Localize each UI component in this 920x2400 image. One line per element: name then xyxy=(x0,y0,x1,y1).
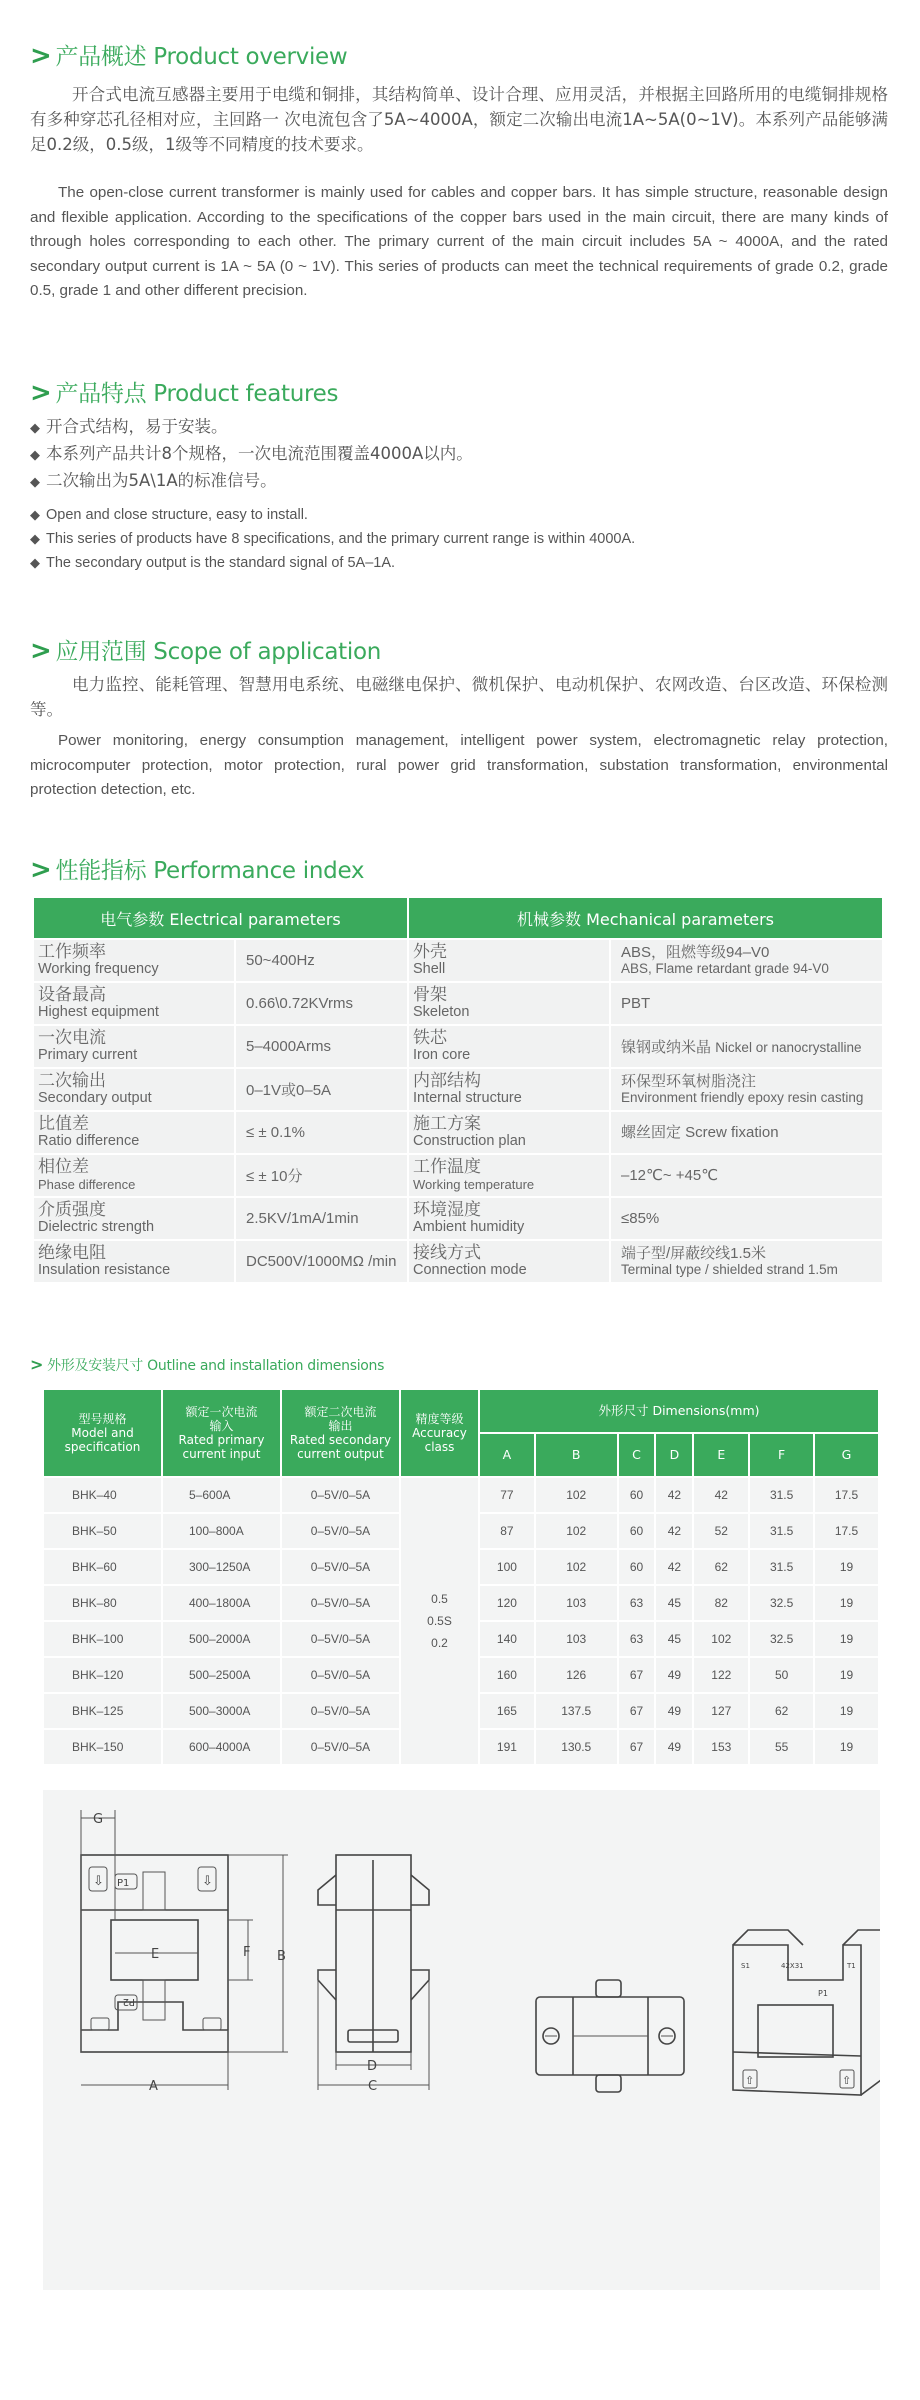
mechanical-value: –12℃~ +45℃ xyxy=(621,1166,719,1184)
feature-text: 二次输出为5A\1A的标准信号。 xyxy=(46,471,277,490)
dimension-row xyxy=(44,1478,878,1512)
electrical-header: 电气参数 Electrical parameters xyxy=(34,898,407,938)
secondary-output-cell: 0–5V/0–5A xyxy=(282,1622,399,1656)
diamond-bullet-icon: ◆ xyxy=(30,448,40,463)
mechanical-param-value xyxy=(611,1155,882,1196)
secondary-output-cell: 0–5V/0–5A xyxy=(282,1694,399,1728)
mechanical-param-label: 内部结构 Internal structure xyxy=(409,1069,609,1110)
feature-text: The secondary output is the standard signal of 5A–1A. xyxy=(46,555,396,571)
mechanical-param-value xyxy=(611,940,882,981)
mechanical-param-label: 外壳 Shell xyxy=(409,940,609,981)
dimension-value-cell: 153 xyxy=(694,1730,748,1764)
electrical-param-value: DC500V/1000MΩ /min xyxy=(236,1241,407,1282)
dimension-value-cell: 19 xyxy=(815,1730,878,1764)
mechanical-param-label: 施工方案 Construction plan xyxy=(409,1112,609,1153)
electrical-param-value: 0.66\0.72KVrms xyxy=(236,983,407,1024)
chevron-right-icon: > xyxy=(30,855,52,885)
dim-label-e: E xyxy=(151,1947,160,1962)
mechanical-param-label: 接线方式 Connection mode xyxy=(409,1241,609,1282)
section-title-performance xyxy=(30,852,364,885)
dimension-value-cell: 130.5 xyxy=(536,1730,617,1764)
arrow-down-icon: ⇩ xyxy=(93,1874,104,1889)
dimension-value-cell: 103 xyxy=(536,1586,617,1620)
dimension-value-cell: 137.5 xyxy=(536,1694,617,1728)
top-view-drawing xyxy=(536,1980,684,2092)
dim-label-c: C xyxy=(368,2079,378,2094)
model-cell: BHK–100 xyxy=(44,1622,161,1656)
header-dim-d: D xyxy=(656,1434,692,1476)
chevron-right-icon: > xyxy=(30,1355,44,1374)
mechanical-param-label: 环境湿度 Ambient humidity xyxy=(409,1198,609,1239)
header-primary: 额定一次电流 输入 Rated primary current input xyxy=(163,1390,280,1476)
dimension-value-cell: 55 xyxy=(750,1730,813,1764)
dimension-value-cell: 60 xyxy=(619,1478,655,1512)
dimension-value-cell: 31.5 xyxy=(750,1550,813,1584)
dimension-value-cell: 62 xyxy=(750,1694,813,1728)
dimension-drawings-svg xyxy=(43,1790,880,2290)
t1-mark: T1 xyxy=(847,1962,856,1970)
electrical-param-label: 绝缘电阻 Insulation resistance xyxy=(34,1241,234,1282)
chevron-right-icon: > xyxy=(30,378,52,408)
dimension-value-cell: 17.5 xyxy=(815,1514,878,1548)
dimension-value-cell: 19 xyxy=(815,1694,878,1728)
primary-current-cell: 600–4000A xyxy=(163,1730,280,1764)
dimension-value-cell: 49 xyxy=(656,1658,692,1692)
mechanical-param-label: 铁芯 Iron core xyxy=(409,1026,609,1067)
dimension-value-cell: 19 xyxy=(815,1658,878,1692)
section-title-text: 外形及安装尺寸 Outline and installation dimensions xyxy=(47,1358,385,1374)
dimension-value-cell: 31.5 xyxy=(750,1514,813,1548)
dim-label-g: G xyxy=(93,1812,104,1827)
section-title-text: 产品特点 Product features xyxy=(55,381,339,407)
secondary-output-cell: 0–5V/0–5A xyxy=(282,1730,399,1764)
mechanical-param-value xyxy=(611,1112,882,1153)
application-paragraph-en: Power monitoring, energy consumption management, intelligent power system, electromagnetic relay protection, microcomputer protection, motor protection, rural power grid transformation, substation transformation, environmental protection detection, etc. xyxy=(30,732,888,798)
mechanical-value: ABS，阻燃等级94–V0 xyxy=(621,943,770,961)
dimension-value-cell: 77 xyxy=(480,1478,534,1512)
mechanical-value: 螺丝固定 Screw fixation xyxy=(621,1123,779,1141)
dimension-value-cell: 191 xyxy=(480,1730,534,1764)
dimension-value-cell: 19 xyxy=(815,1622,878,1656)
header-dim-b: B xyxy=(536,1434,617,1476)
electrical-param-label: 工作频率 Working frequency xyxy=(34,940,234,981)
dim-label-b: B xyxy=(277,1949,286,1964)
feature-item xyxy=(30,527,635,551)
model-cell: BHK–40 xyxy=(44,1478,161,1512)
section-title-text: 应用范围 Scope of application xyxy=(55,639,382,665)
feature-item xyxy=(30,551,635,575)
header-dim-a: A xyxy=(480,1434,534,1476)
s1-mark: S1 xyxy=(741,1962,750,1970)
electrical-param-label: 比值差 Ratio difference xyxy=(34,1112,234,1153)
dimension-value-cell: 122 xyxy=(694,1658,748,1692)
mechanical-param-label: 工作温度 Working temperature xyxy=(409,1155,609,1196)
mechanical-header: 机械参数 Mechanical parameters xyxy=(409,898,882,938)
model-cell: BHK–150 xyxy=(44,1730,161,1764)
section-title-overview xyxy=(30,38,347,71)
feature-text: 开合式结构，易于安装。 xyxy=(46,417,228,436)
accuracy-cell: 0.5 0.5S 0.2 xyxy=(401,1478,478,1764)
performance-row xyxy=(34,1026,882,1067)
dimension-value-cell: 31.5 xyxy=(750,1478,813,1512)
dimension-value-cell: 19 xyxy=(815,1586,878,1620)
performance-row xyxy=(34,940,882,981)
header-dim-f: F xyxy=(750,1434,813,1476)
mechanical-value: 环保型环氧树脂浇注 xyxy=(621,1072,757,1090)
chevron-right-icon: > xyxy=(30,41,52,71)
performance-row xyxy=(34,1112,882,1153)
mechanical-param-value xyxy=(611,1026,882,1067)
diamond-bullet-icon: ◆ xyxy=(30,531,40,546)
dimension-value-cell: 63 xyxy=(619,1586,655,1620)
arrow-down-icon: ⇩ xyxy=(202,1874,213,1889)
feature-item xyxy=(30,441,473,468)
diamond-bullet-icon: ◆ xyxy=(30,421,40,436)
primary-current-cell: 300–1250A xyxy=(163,1550,280,1584)
performance-row xyxy=(34,983,882,1024)
performance-row xyxy=(34,1069,882,1110)
section-title-text: 产品概述 Product overview xyxy=(55,44,348,70)
dimension-value-cell: 165 xyxy=(480,1694,534,1728)
secondary-output-cell: 0–5V/0–5A xyxy=(282,1658,399,1692)
dimension-value-cell: 102 xyxy=(536,1478,617,1512)
electrical-param-label: 一次电流 Primary current xyxy=(34,1026,234,1067)
dimension-value-cell: 19 xyxy=(815,1550,878,1584)
primary-current-cell: 400–1800A xyxy=(163,1586,280,1620)
dimension-value-cell: 32.5 xyxy=(750,1586,813,1620)
model-cell: BHK–125 xyxy=(44,1694,161,1728)
primary-current-cell: 5–600A xyxy=(163,1478,280,1512)
mechanical-param-value xyxy=(611,1198,882,1239)
dimension-value-cell: 52 xyxy=(694,1514,748,1548)
p1-mark: P1 xyxy=(117,1878,130,1889)
electrical-param-label: 二次输出 Secondary output xyxy=(34,1069,234,1110)
model-code-mark: 42X31 xyxy=(781,1962,804,1970)
dimension-value-cell: 126 xyxy=(536,1658,617,1692)
primary-current-cell: 500–2000A xyxy=(163,1622,280,1656)
electrical-param-label: 介质强度 Dielectric strength xyxy=(34,1198,234,1239)
header-dim-e: E xyxy=(694,1434,748,1476)
dimension-value-cell: 32.5 xyxy=(750,1622,813,1656)
dimensions-table xyxy=(42,1388,880,1766)
dimension-value-cell: 42 xyxy=(656,1478,692,1512)
dimension-value-cell: 120 xyxy=(480,1586,534,1620)
dimension-value-cell: 49 xyxy=(656,1730,692,1764)
dimension-value-cell: 42 xyxy=(694,1478,748,1512)
front-view-drawing xyxy=(81,1810,288,2094)
dimension-value-cell: 140 xyxy=(480,1622,534,1656)
dimension-value-cell: 42 xyxy=(656,1514,692,1548)
dimension-value-cell: 45 xyxy=(656,1586,692,1620)
model-cell: BHK–80 xyxy=(44,1586,161,1620)
header-accuracy: 精度等级 Accuracy class xyxy=(401,1390,478,1476)
primary-current-cell: 500–2500A xyxy=(163,1658,280,1692)
section-title-dimensions xyxy=(30,1355,384,1375)
secondary-output-cell: 0–5V/0–5A xyxy=(282,1478,399,1512)
dimension-value-cell: 17.5 xyxy=(815,1478,878,1512)
overview-paragraph-cn: 开合式电流互感器主要用于电缆和铜排，其结构简单、设计合理、应用灵活，并根据主回路所用的电缆铜排规格有多种穿芯孔径相对应，主回路一 次电流包含了5A~4000A，额定二次输出电流1A~5A(0~1V)。本系列产品能够满足0.2级，0.5级，1级等不同精度的技术要求。 xyxy=(30,85,888,154)
outline-drawing xyxy=(43,1790,880,2290)
isometric-view-drawing xyxy=(733,1930,880,2095)
mechanical-param-value xyxy=(611,983,882,1024)
mechanical-value-en: Nickel or nanocrystalline xyxy=(715,1040,862,1055)
electrical-param-value: 50~400Hz xyxy=(236,940,407,981)
features-list-en xyxy=(30,503,635,575)
dimension-value-cell: 160 xyxy=(480,1658,534,1692)
mechanical-value: 端子型/屏蔽绞线1.5米 xyxy=(621,1244,767,1262)
p1-mark: P1 xyxy=(818,1989,828,1998)
dimension-value-cell: 103 xyxy=(536,1622,617,1656)
mechanical-param-value xyxy=(611,1241,882,1282)
dimension-value-cell: 45 xyxy=(656,1622,692,1656)
header-dim-g: G xyxy=(815,1434,878,1476)
electrical-param-label: 相位差 Phase difference xyxy=(34,1155,234,1196)
primary-current-cell: 100–800A xyxy=(163,1514,280,1548)
dimension-value-cell: 82 xyxy=(694,1586,748,1620)
chevron-right-icon: > xyxy=(30,636,52,666)
dimension-value-cell: 100 xyxy=(480,1550,534,1584)
dimension-value-cell: 102 xyxy=(694,1622,748,1656)
mechanical-param-value xyxy=(611,1069,882,1110)
dim-label-f: F xyxy=(243,1945,251,1960)
overview-paragraph-en: The open-close current transformer is mainly used for cables and copper bars. It has simple structure, reasonable design and flexible application. According to the specifications of the copper bars used in the main circuit, there are many kinds of through holes corresponding to each other. The primary current of the main circuit includes 5A ~ 4000A, and the rated secondary output current is 1A ~ 5A (0 ~ 1V). This series of products can meet the technical requirements of grade 0.2, grade 0.5, grade 1 and other different precision. xyxy=(30,184,888,299)
diamond-bullet-icon: ◆ xyxy=(30,475,40,490)
dimension-value-cell: 63 xyxy=(619,1622,655,1656)
mechanical-value-en: Terminal type / shielded strand 1.5m xyxy=(621,1261,838,1277)
diamond-bullet-icon: ◆ xyxy=(30,555,40,570)
application-paragraph-cn: 电力监控、能耗管理、智慧用电系统、电磁继电保护、微机保护、电动机保护、农网改造、台区改造、环保检测等。 xyxy=(30,675,888,719)
side-view-drawing xyxy=(318,1855,429,2094)
dimension-value-cell: 50 xyxy=(750,1658,813,1692)
primary-current-cell: 500–3000A xyxy=(163,1694,280,1728)
dimension-value-cell: 42 xyxy=(656,1550,692,1584)
performance-table xyxy=(32,896,884,1284)
performance-row xyxy=(34,1198,882,1239)
dimension-value-cell: 60 xyxy=(619,1514,655,1548)
electrical-param-value: 0–1V或0–5A xyxy=(236,1069,407,1110)
section-title-text: 性能指标 Performance index xyxy=(55,858,365,884)
p2-mark: P2 xyxy=(122,1996,135,2007)
feature-text: 本系列产品共计8个规格，一次电流范围覆盖4000A以内。 xyxy=(46,444,473,463)
dim-label-d: D xyxy=(367,2059,378,2074)
diamond-bullet-icon: ◆ xyxy=(30,507,40,522)
mechanical-value: ≤85% xyxy=(621,1209,660,1227)
dimension-value-cell: 87 xyxy=(480,1514,534,1548)
feature-item xyxy=(30,468,473,495)
mechanical-value: 镍钢或纳米晶 xyxy=(621,1039,712,1056)
header-secondary: 额定二次电流 输出 Rated secondary current output xyxy=(282,1390,399,1476)
performance-row xyxy=(34,1241,882,1282)
electrical-param-value: 2.5KV/1mA/1min xyxy=(236,1198,407,1239)
feature-text: Open and close structure, easy to install. xyxy=(46,507,308,523)
section-title-application xyxy=(30,633,381,666)
mechanical-param-label: 骨架 Skeleton xyxy=(409,983,609,1024)
arrow-up-icon: ⇧ xyxy=(745,2074,755,2087)
header-model: 型号规格 Model and specification xyxy=(44,1390,161,1476)
feature-item xyxy=(30,414,473,441)
dimension-value-cell: 127 xyxy=(694,1694,748,1728)
secondary-output-cell: 0–5V/0–5A xyxy=(282,1550,399,1584)
section-title-features xyxy=(30,375,338,408)
features-list-cn xyxy=(30,414,473,495)
performance-row xyxy=(34,1155,882,1196)
dimension-value-cell: 62 xyxy=(694,1550,748,1584)
feature-item xyxy=(30,503,635,527)
electrical-param-label: 设备最高 Highest equipment xyxy=(34,983,234,1024)
dim-label-a: A xyxy=(149,2079,158,2094)
model-cell: BHK–120 xyxy=(44,1658,161,1692)
header-dim-c: C xyxy=(619,1434,655,1476)
header-dimensions-group: 外形尺寸 Dimensions(mm) xyxy=(480,1390,878,1432)
electrical-param-value: 5–4000Arms xyxy=(236,1026,407,1067)
dimension-value-cell: 60 xyxy=(619,1550,655,1584)
dimension-value-cell: 67 xyxy=(619,1730,655,1764)
mechanical-value-en: Environment friendly epoxy resin casting xyxy=(621,1089,864,1105)
feature-text: This series of products have 8 specifications, and the primary current range is within 4000A. xyxy=(46,531,636,547)
dimension-value-cell: 102 xyxy=(536,1550,617,1584)
model-cell: BHK–50 xyxy=(44,1514,161,1548)
model-cell: BHK–60 xyxy=(44,1550,161,1584)
electrical-param-value: ≤ ± 10分 xyxy=(236,1155,407,1196)
secondary-output-cell: 0–5V/0–5A xyxy=(282,1586,399,1620)
electrical-param-value: ≤ ± 0.1% xyxy=(236,1112,407,1153)
dimension-value-cell: 49 xyxy=(656,1694,692,1728)
secondary-output-cell: 0–5V/0–5A xyxy=(282,1514,399,1548)
dimension-value-cell: 67 xyxy=(619,1694,655,1728)
mechanical-value: PBT xyxy=(621,994,651,1012)
mechanical-value-en: ABS, Flame retardant grade 94-V0 xyxy=(621,960,829,976)
dimension-value-cell: 67 xyxy=(619,1658,655,1692)
dimension-value-cell: 102 xyxy=(536,1514,617,1548)
arrow-up-icon: ⇧ xyxy=(842,2074,852,2087)
